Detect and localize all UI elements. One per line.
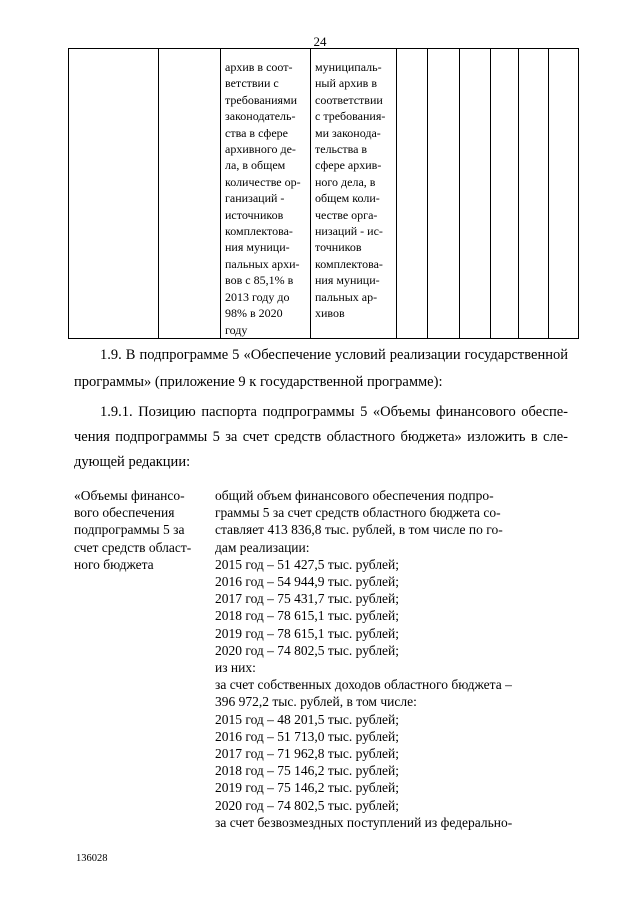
text-line: дам реализации: [215, 539, 310, 555]
text-line: с требования- [315, 109, 386, 124]
text-line: ства в сфере [225, 125, 288, 140]
text-line: ния муници- [315, 273, 380, 288]
text-line: 2015 год – 51 427,5 тыс. рублей; [215, 556, 400, 572]
text-line: 2017 год – 75 431,7 тыс. рублей; [215, 591, 400, 607]
document-code: 136028 [76, 853, 108, 864]
text-line: низаций - ис- [315, 224, 383, 239]
text-line: году [225, 322, 248, 337]
position-label [74, 487, 214, 573]
table-cell-empty [159, 49, 221, 339]
table-cell-empty [519, 49, 549, 339]
paragraph-1-9-1 [100, 400, 568, 425]
text-line: 2018 год – 78 615,1 тыс. рублей; [215, 608, 400, 624]
text-line: ный архив в [315, 76, 377, 91]
paragraph-1-9-1-cont [74, 425, 568, 475]
table-row [69, 49, 579, 339]
text-line: ного бюджета [74, 556, 154, 572]
text-line: 2020 год – 74 802,5 тыс. рублей; [215, 797, 400, 813]
text-line: подпрограммы 5 за [74, 522, 185, 538]
text-line: 1.9.1. Позицию паспорта подпрограммы 5 «Объемы финансового обеспе- [100, 404, 568, 420]
text-line: дующей редакции: [74, 454, 191, 470]
text-line: пальных ар- [315, 289, 378, 304]
text-line: количестве ор- [225, 174, 301, 189]
text-line: архивного де- [225, 142, 296, 157]
text-line: 2018 год – 75 146,2 тыс. рублей; [215, 763, 400, 779]
text-line: 2016 год – 51 713,0 тыс. рублей; [215, 728, 400, 744]
text-line: честве орга- [315, 207, 378, 222]
text-line: 1.9. В подпрограмме 5 «Обеспечение условий реализации государственной [100, 347, 568, 363]
text-line: программы» (приложение 9 к государственной программе): [74, 374, 443, 390]
position-value [215, 487, 560, 831]
text-line: 2019 год – 75 146,2 тыс. рублей; [215, 780, 400, 796]
text-line: общий объем финансового обеспечения подпро- [215, 488, 494, 503]
text-line: ганизаций - [225, 191, 285, 206]
table-cell-empty [428, 49, 460, 339]
text-line: из них: [215, 660, 256, 676]
text-line: ставляет 413 836,8 тыс. рублей, в том числе по го- [215, 522, 503, 538]
text-line: ми законода- [315, 125, 381, 140]
continued-table [68, 48, 579, 339]
paragraph-1-9-cont [74, 370, 568, 395]
text-line: вов с 85,1% в [225, 273, 294, 288]
table-cell-indicator-result [311, 49, 397, 339]
table-cell-empty [491, 49, 519, 339]
text-line: источников [225, 207, 284, 222]
paragraph-1-9 [100, 343, 568, 368]
table-cell-empty [460, 49, 491, 339]
text-line: хивов [315, 306, 345, 321]
table-cell-empty [549, 49, 579, 339]
text-line: 2019 год – 78 615,1 тыс. рублей; [215, 625, 400, 641]
text-line: архив в соот- [225, 60, 293, 74]
table-cell-empty [69, 49, 159, 339]
text-line: граммы 5 за счет средств областного бюджета со- [215, 505, 501, 521]
text-line: ла, в общем [225, 158, 286, 173]
cell-text [311, 49, 396, 322]
text-line: 2016 год – 54 944,9 тыс. рублей; [215, 574, 400, 590]
text-line: муниципаль- [315, 60, 382, 74]
text-line: ного дела, в [315, 174, 376, 189]
text-line: чения подпрограммы 5 за счет средств областного бюджета» изложить в сле- [74, 429, 568, 445]
text-line: 2015 год – 48 201,5 тыс. рублей; [215, 711, 400, 727]
text-line: вого обеспечения [74, 505, 175, 521]
text-line: за счет безвозмездных поступлений из федерально- [215, 814, 513, 830]
text-line: соответствии [315, 92, 383, 107]
text-line: общем коли- [315, 191, 380, 206]
text-line: сфере архив- [315, 158, 382, 173]
text-line: комплектова- [225, 224, 293, 239]
text-line: пальных архи- [225, 256, 300, 271]
text-line: 2013 году до [225, 289, 290, 304]
text-line: за счет собственных доходов областного бюджета – [215, 677, 512, 693]
cell-text [221, 49, 310, 338]
text-line: 2020 год – 74 802,5 тыс. рублей; [215, 642, 400, 658]
text-line: законодатель- [225, 109, 296, 124]
text-line: ния муници- [225, 240, 290, 255]
table-cell-empty [397, 49, 428, 339]
text-line: комплектова- [315, 256, 383, 271]
text-line: ветствии с [225, 76, 279, 91]
text-line: 98% в 2020 [225, 306, 283, 321]
text-line: 396 972,2 тыс. рублей, в том числе: [215, 694, 417, 710]
text-line: 2017 год – 71 962,8 тыс. рублей; [215, 746, 400, 762]
text-line: «Объемы финансо- [74, 488, 185, 503]
text-line: тельства в [315, 142, 368, 157]
text-line: счет средств област- [74, 539, 192, 555]
table-cell-indicator-plan [221, 49, 311, 339]
page-number: 24 [313, 34, 327, 49]
text-line: точников [315, 240, 362, 255]
text-line: требованиями [225, 92, 298, 107]
